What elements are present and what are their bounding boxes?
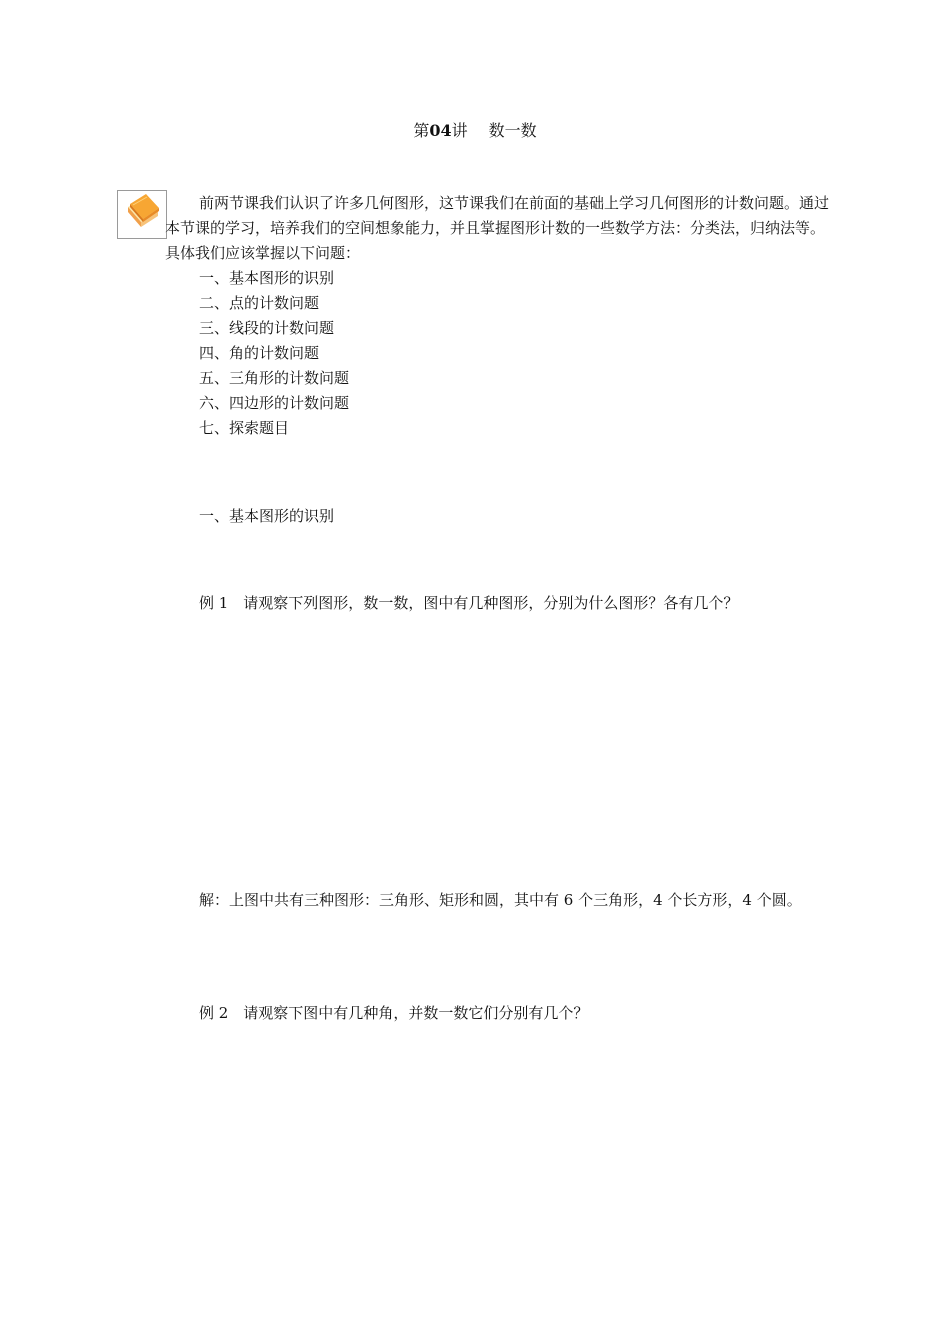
lecture-number: 04 — [429, 121, 452, 140]
topic-item: 四、角的计数问题 — [199, 344, 320, 362]
topic-item: 一、基本图形的识别 — [199, 269, 335, 287]
intro-paragraph — [165, 191, 833, 266]
example-1: 例 1 请观察下列图形，数一数，图中有几种图形，分别为什么图形？各有几个？ — [199, 594, 739, 612]
title-prefix: 第 — [413, 121, 430, 140]
page-title — [0, 118, 950, 141]
topic-item: 二、点的计数问题 — [199, 294, 320, 312]
solution-1-text: 解：上图中共有三种图形：三角形、矩形和圆，其中有 6 个三角形，4 个长方形，4 个圆。 — [199, 891, 802, 909]
example-2: 例 2 请观察下图中有几种角，并数一数它们分别有几个？ — [199, 1004, 589, 1022]
title-suffix: 讲 数一数 — [451, 121, 537, 140]
section-heading: 一、基本图形的识别 — [199, 507, 335, 525]
solution-1 — [165, 888, 833, 913]
topic-item: 六、四边形的计数问题 — [199, 394, 350, 412]
book-icon — [117, 190, 167, 239]
intro-text: 前两节课我们认识了许多几何图形，这节课我们在前面的基础上学习几何图形的计数问题。通过本节课的学习，培养我们的空间想象能力，并且掌握图形计数的一些数学方法：分类法，归纳法等。具体我们应该掌握以下问题： — [165, 194, 830, 262]
topic-item: 五、三角形的计数问题 — [199, 369, 350, 387]
topic-item: 三、线段的计数问题 — [199, 319, 335, 337]
topic-item: 七、探索题目 — [199, 419, 290, 437]
